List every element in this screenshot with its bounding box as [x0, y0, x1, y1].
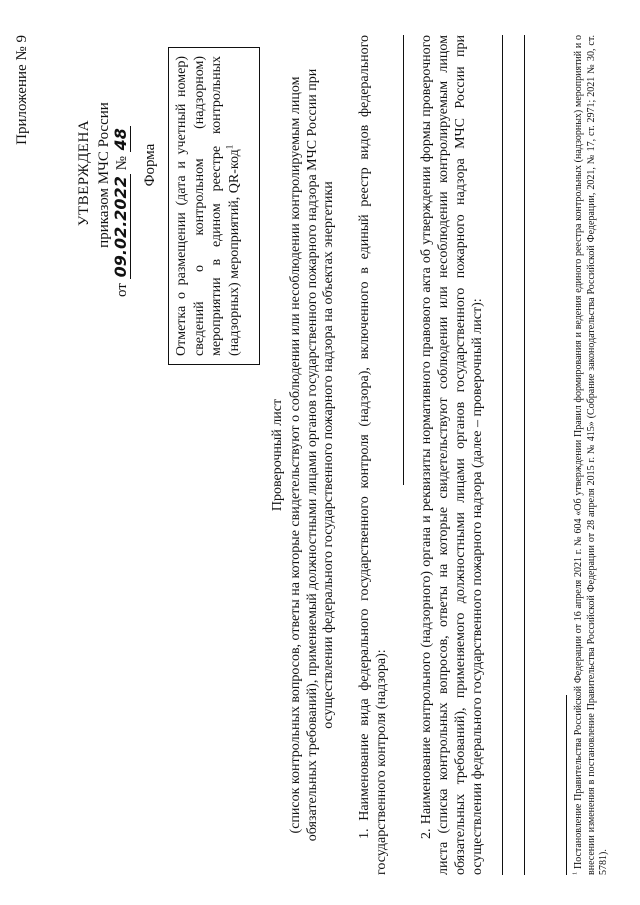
footnote-text: Постановление Правительства Российской Федерации от 16 апреля 2021 г. № 604 «Об утверждении Правил формирования и ведения единого реестра контрольных (надзорных) мероприятий и о внесении изменения в постановление Правительства Российской Федерации от 28 апреля 2015 г. № 415» (Собрание законодательства Российской Федерации, 2021, № 17, ст. 2971; 2021 № 30, ст. 5781). [573, 34, 609, 875]
item-control-type: 1. Наименование вида федерального государственного контроля (надзора), включенного в единый реестр видов федерального государственного контроля (надзора): [357, 35, 389, 875]
footnote [573, 35, 611, 875]
item-control-authority: 2. Наименование контрольного (надзорного) органа и реквизиты нормативного правового акта об утверждении формы проверочного листа (списка контрольных вопросов, ответы на которые свидетельствуют соблюдении или несоблюдении контролируемым лицом обязательных требований), применяемого должностными лицами органов государственного пожарного надзора МЧС России при осуществлении федерального государственного пожарного надзора (далее – проверочный лист): [419, 35, 485, 875]
order-number-label: № [114, 156, 130, 171]
document-subtitle: (список контрольных вопросов, ответы на которые свидетельствуют о соблюдении или несоблюдении контролируемым лицом обязательных требований), применяемый должностными лицами органов государственного пожарного надзора МЧС России при осуществлении федерального государственного пожарного надзора на объектах энергетики [288, 68, 336, 842]
approved-stamp: УТВЕРЖДЕНА [76, 119, 92, 227]
footnote-separator [566, 695, 567, 875]
order-details [113, 41, 130, 297]
form-label: Форма [142, 143, 158, 187]
fill-line [403, 35, 404, 485]
order-number: 48 [111, 128, 130, 151]
footnote-number: 1 [571, 871, 579, 875]
footnote-ref: 1 [223, 144, 234, 150]
registry-mark-text: Отметка о размещении (дата и учетный номер) сведений о контрольном (надзорном) мероприятии в едином реестре контрольных (надзорных) мероприятий, QR-код [174, 56, 242, 356]
fill-line [502, 35, 503, 875]
fill-line [524, 35, 525, 875]
document-title: Проверочный лист [270, 398, 285, 512]
order-date: 09.02.2022 [111, 176, 130, 278]
order-from-label: от [114, 283, 130, 297]
order-issuer: приказом МЧС России [96, 102, 112, 248]
registry-mark-box [168, 47, 260, 365]
appendix-number: Приложение № 9 [14, 35, 30, 145]
